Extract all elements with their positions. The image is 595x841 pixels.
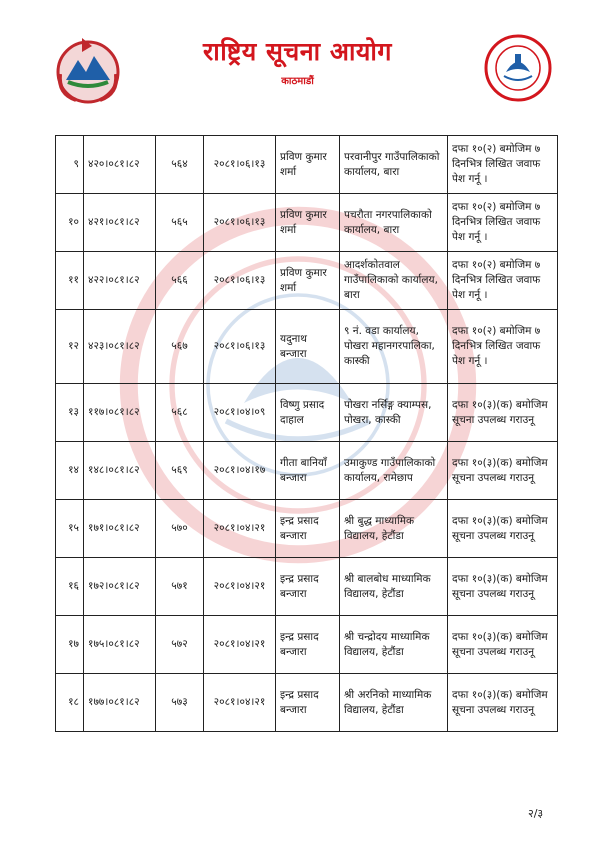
- registration-number-cell: १७१।०८१।८२: [84, 500, 156, 558]
- table-row: [56, 674, 558, 732]
- serial-number-cell: १२: [56, 310, 84, 384]
- decision-text-cell: दफा १०(३)(क) बमोजिम सूचना उपलब्ध गराउनू: [448, 500, 558, 558]
- decision-number-cell: ५६४: [156, 136, 204, 194]
- registration-number-cell: ४२०।०८१।८२: [84, 136, 156, 194]
- decision-date-cell: २०८१।०६।१३: [204, 310, 276, 384]
- decision-date-cell: २०८१।०४।०९: [204, 384, 276, 442]
- table-row: [56, 310, 558, 384]
- decision-date-cell: २०८१।०४।२१: [204, 500, 276, 558]
- public-body-cell: आदर्शकोतवाल गाउँपालिकाको कार्यालय, बारा: [340, 252, 448, 310]
- public-body-cell: परवानीपुर गाउँपालिकाको कार्यालय, बारा: [340, 136, 448, 194]
- registration-number-cell: १७२।०८१।८२: [84, 558, 156, 616]
- serial-number-cell: १०: [56, 194, 84, 252]
- decision-text-cell: दफा १०(३)(क) बमोजिम सूचना उपलब्ध गराउनू: [448, 558, 558, 616]
- public-body-cell: श्री चन्द्रोदय माध्यामिक विद्यालय, हेटौंडा: [340, 616, 448, 674]
- public-body-cell: पोखरा नर्सिङ्ग क्याम्पस, पोखरा, कास्की: [340, 384, 448, 442]
- decision-number-cell: ५६६: [156, 252, 204, 310]
- serial-number-cell: १५: [56, 500, 84, 558]
- appellant-name-cell: प्रविण कुमार शर्मा: [276, 136, 340, 194]
- decision-number-cell: ५६७: [156, 310, 204, 384]
- registration-number-cell: १७५।०८१।८२: [84, 616, 156, 674]
- registration-number-cell: १७७।०८१।८२: [84, 674, 156, 732]
- decision-date-cell: २०८१।०६।१३: [204, 194, 276, 252]
- table-row: [56, 558, 558, 616]
- registration-number-cell: ४२३।०८१।८२: [84, 310, 156, 384]
- appellant-name-cell: यदुनाथ बन्जारा: [276, 310, 340, 384]
- organization-location: काठमाडौं: [281, 76, 314, 87]
- page-number: २/३: [528, 807, 544, 820]
- decision-date-cell: २०८१।०६।१३: [204, 136, 276, 194]
- appellant-name-cell: इन्द्र प्रसाद बन्जारा: [276, 500, 340, 558]
- table-row: [56, 384, 558, 442]
- table-row: [56, 194, 558, 252]
- decision-date-cell: २०८१।०४।२१: [204, 674, 276, 732]
- table-row: [56, 500, 558, 558]
- public-body-cell: श्री बुद्ध माध्यामिक विद्यालय, हेटौंडा: [340, 500, 448, 558]
- public-body-cell: उमाकुण्ड गाउँपालिकाको कार्यालय, रामेछाप: [340, 442, 448, 500]
- serial-number-cell: १४: [56, 442, 84, 500]
- appellant-name-cell: इन्द्र प्रसाद बन्जारा: [276, 558, 340, 616]
- table-row: [56, 136, 558, 194]
- registration-number-cell: ४२१।०८१।८२: [84, 194, 156, 252]
- decision-text-cell: दफा १०(३)(क) बमोजिम सूचना उपलब्ध गराउनू: [448, 616, 558, 674]
- registration-number-cell: १४८।०८१।८२: [84, 442, 156, 500]
- decision-number-cell: ५७१: [156, 558, 204, 616]
- commission-logo-icon: [484, 34, 552, 102]
- decision-number-cell: ५६९: [156, 442, 204, 500]
- serial-number-cell: १३: [56, 384, 84, 442]
- decision-text-cell: दफा १०(२) बमोजिम ७ दिनभित्र लिखित जवाफ पेश गर्नू ।: [448, 194, 558, 252]
- public-body-cell: ९ नं. वडा कार्यालय, पोखरा महानगरपालिका, कास्की: [340, 310, 448, 384]
- registration-number-cell: ४२२।०८१।८२: [84, 252, 156, 310]
- table-row: [56, 252, 558, 310]
- decision-text-cell: दफा १०(३)(क) बमोजिम सूचना उपलब्ध गराउनू: [448, 674, 558, 732]
- serial-number-cell: ११: [56, 252, 84, 310]
- appellant-name-cell: विष्णु प्रसाद दाहाल: [276, 384, 340, 442]
- decisions-table: [55, 135, 558, 732]
- serial-number-cell: ९: [56, 136, 84, 194]
- decision-number-cell: ५७२: [156, 616, 204, 674]
- decision-number-cell: ५६८: [156, 384, 204, 442]
- public-body-cell: श्री अरनिको माध्यामिक विद्यालय, हेटौंडा: [340, 674, 448, 732]
- page-header: [0, 0, 595, 112]
- decision-date-cell: २०८१।०४।१७: [204, 442, 276, 500]
- decision-text-cell: दफा १०(२) बमोजिम ७ दिनभित्र लिखित जवाफ पेश गर्नू ।: [448, 310, 558, 384]
- decision-text-cell: दफा १०(३)(क) बमोजिम सूचना उपलब्ध गराउनू: [448, 442, 558, 500]
- decision-text-cell: दफा १०(३)(क) बमोजिम सूचना उपलब्ध गराउनू: [448, 384, 558, 442]
- appellant-name-cell: प्रविण कुमार शर्मा: [276, 194, 340, 252]
- registration-number-cell: ११७।०८१।८२: [84, 384, 156, 442]
- decision-date-cell: २०८१।०४।२१: [204, 616, 276, 674]
- organization-title: राष्ट्रिय सूचना आयोग: [203, 37, 392, 66]
- serial-number-cell: १८: [56, 674, 84, 732]
- decision-number-cell: ५७३: [156, 674, 204, 732]
- serial-number-cell: १७: [56, 616, 84, 674]
- decision-date-cell: २०८१।०४।२१: [204, 558, 276, 616]
- appellant-name-cell: प्रविण कुमार शर्मा: [276, 252, 340, 310]
- table-row: [56, 442, 558, 500]
- public-body-cell: पचरौता नगरपालिकाको कार्यालय, बारा: [340, 194, 448, 252]
- appellant-name-cell: इन्द्र प्रसाद बन्जारा: [276, 616, 340, 674]
- decision-text-cell: दफा १०(२) बमोजिम ७ दिनभित्र लिखित जवाफ पेश गर्नू ।: [448, 252, 558, 310]
- appellant-name-cell: इन्द्र प्रसाद बन्जारा: [276, 674, 340, 732]
- decision-number-cell: ५७०: [156, 500, 204, 558]
- decision-date-cell: २०८१।०६।१३: [204, 252, 276, 310]
- decision-number-cell: ५६५: [156, 194, 204, 252]
- table-row: [56, 616, 558, 674]
- appellant-name-cell: गीता बानियाँ बन्जारा: [276, 442, 340, 500]
- public-body-cell: श्री बालबोध माध्यामिक विद्यालय, हेटौंडा: [340, 558, 448, 616]
- decision-text-cell: दफा १०(२) बमोजिम ७ दिनभित्र लिखित जवाफ पेश गर्नू ।: [448, 136, 558, 194]
- serial-number-cell: १६: [56, 558, 84, 616]
